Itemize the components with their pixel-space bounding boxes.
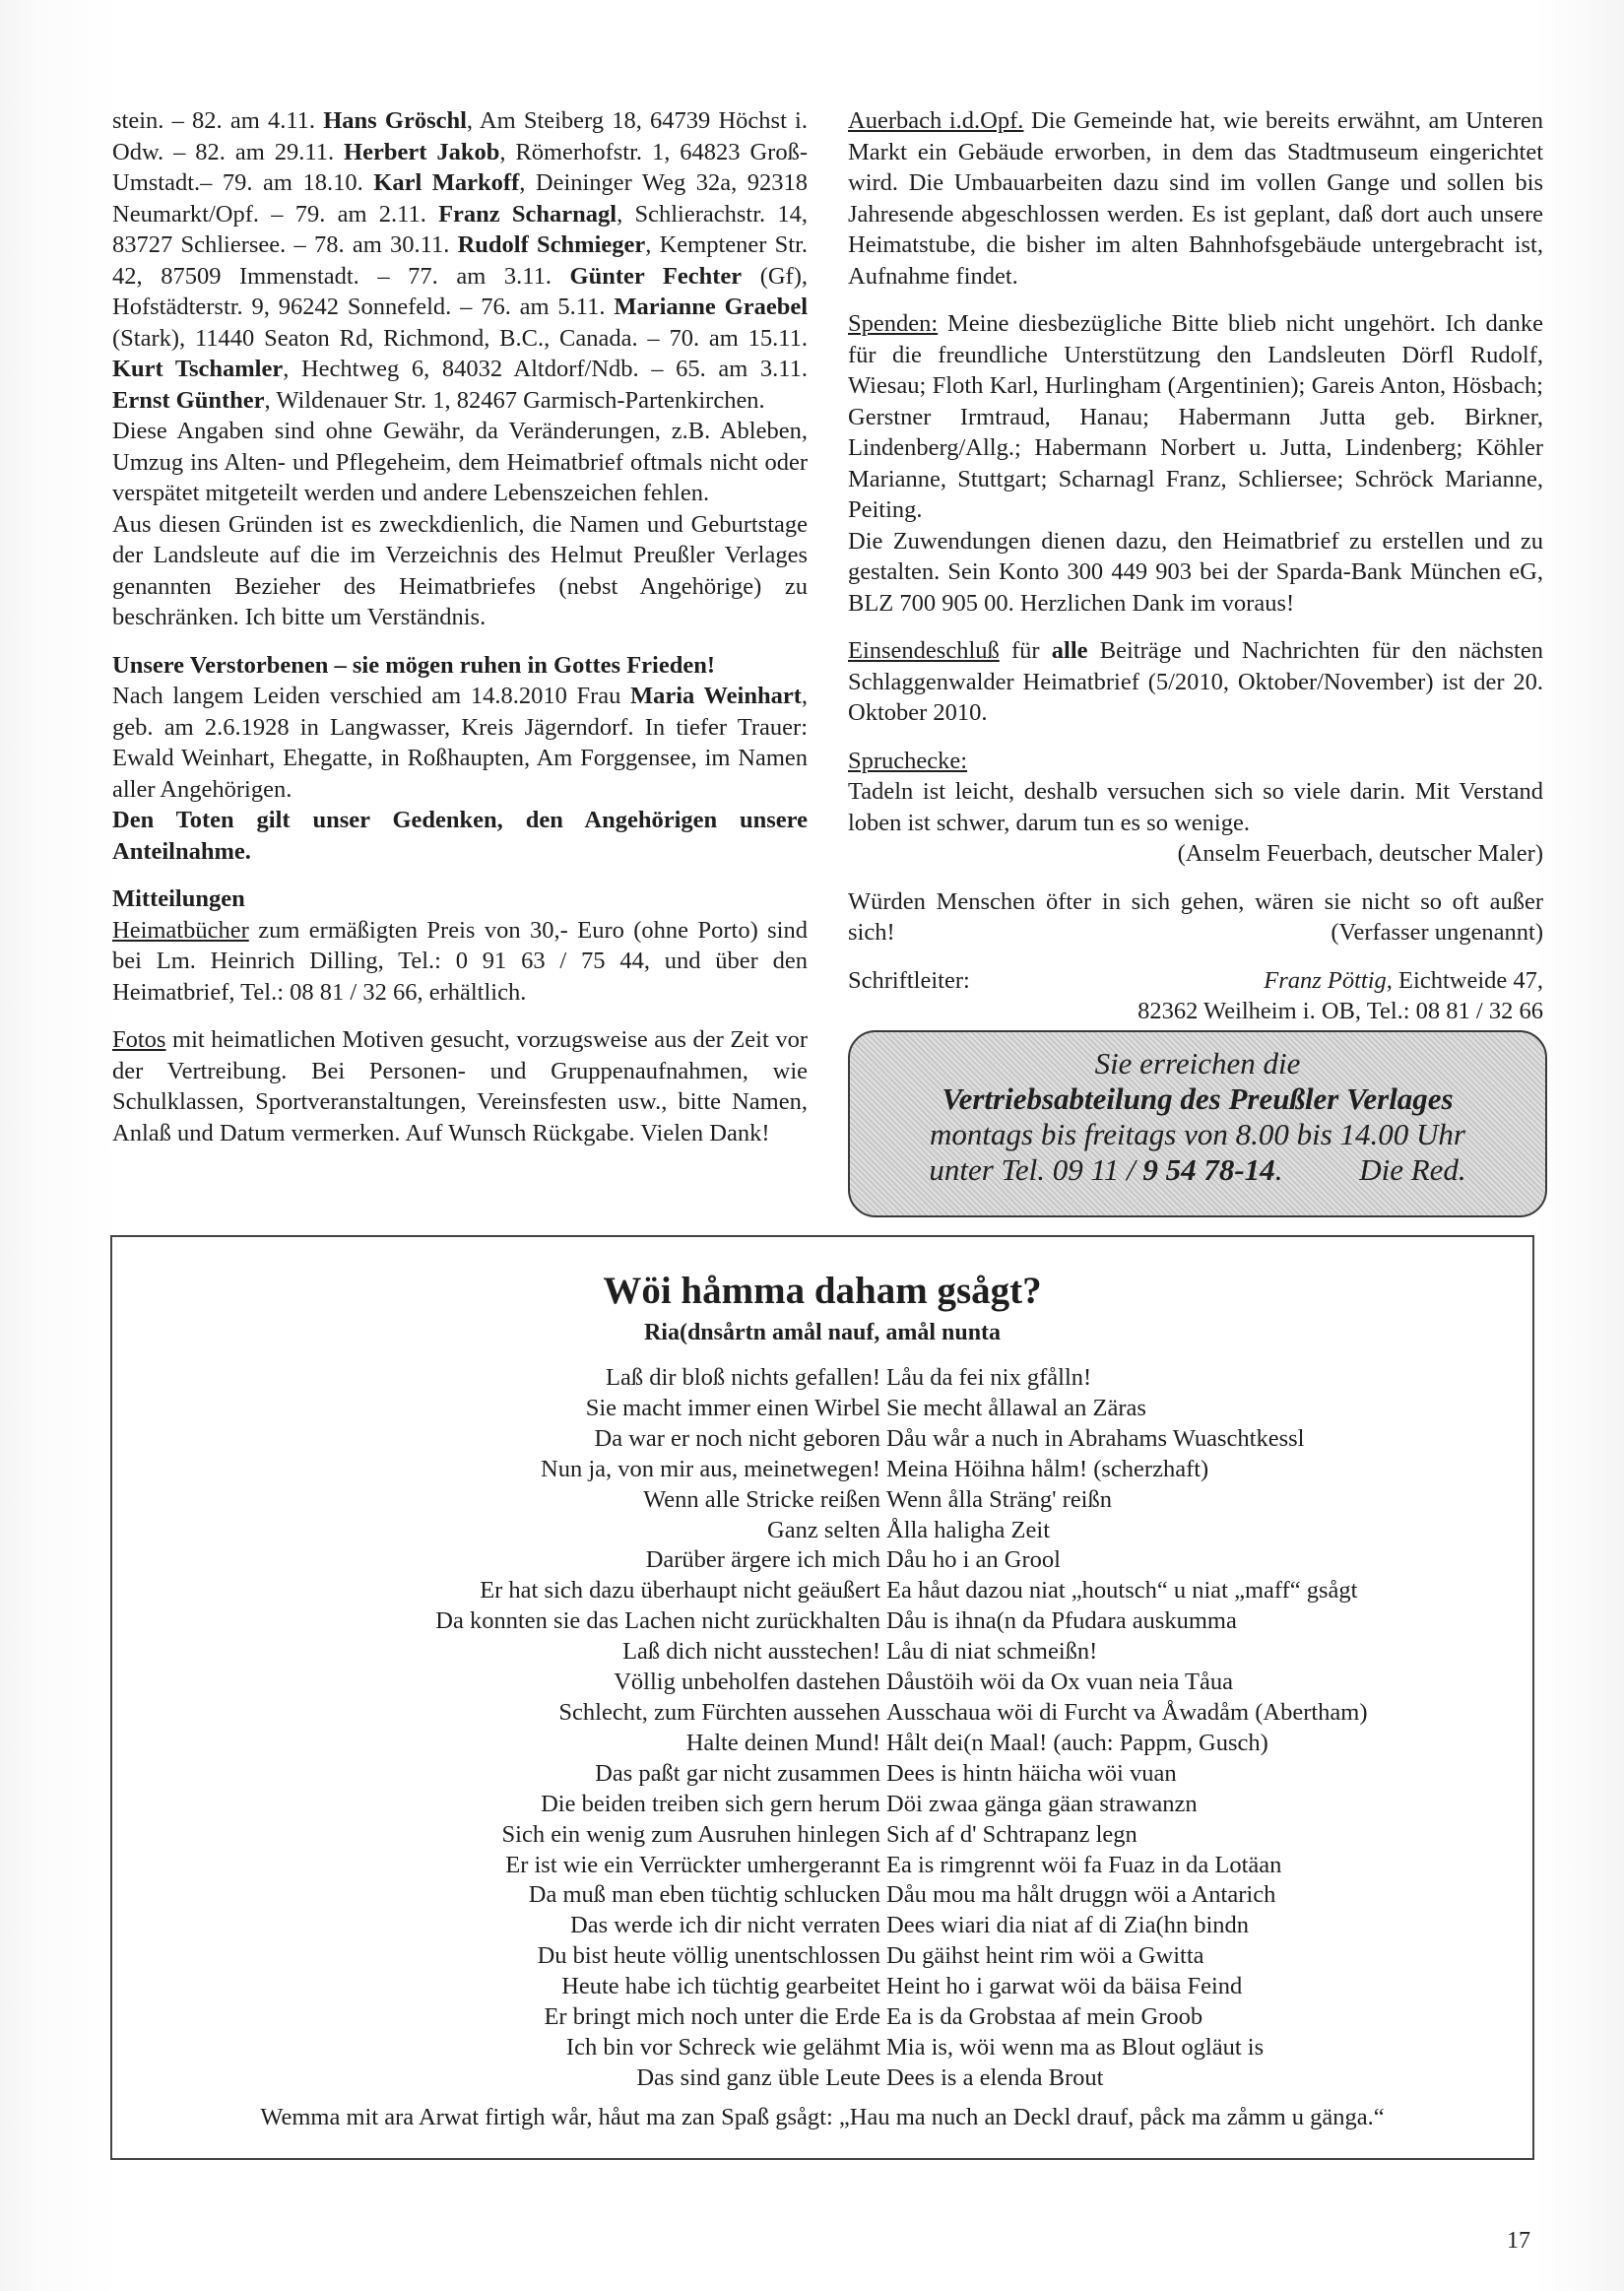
banner-line-4: unter Tel. 09 11 / 9 54 78-14. Die Red. xyxy=(929,1152,1466,1187)
birthday-name: Rudolf Schmieger xyxy=(457,231,646,258)
banner-line-2: Vertriebsabteilung des Preußler Verlages xyxy=(942,1081,1454,1116)
poem-german-line: Da konnten sie das Lachen nicht zurückhalten xyxy=(435,1607,880,1635)
birthday-name: Herbert Jakob xyxy=(344,138,500,165)
photos-label: Fotos xyxy=(112,1026,166,1053)
right-column xyxy=(848,105,1543,1027)
birthday-text: , Hechtweg 6, 84032 Altdorf/Ndb. – 65. am 3.11. xyxy=(283,356,808,382)
poem-dialect-line: Dåu ho i an Grool xyxy=(886,1546,1061,1574)
photos-paragraph: Fotos mit heimatlichen Motiven gesucht, vorzugsweise aus der Zeit vor der Vertreibung. Bei Personen- und Gruppenaufnahmen, wie Schulklassen, Sportveranstaltungen, Vereinsfesten usw., bitte Namen, Anlaß und Datum vermerken. Auf Wunsch Rückgabe. Vielen Dank! xyxy=(112,1026,808,1146)
poem-german-line: Sie macht immer einen Wirbel xyxy=(585,1394,880,1421)
birthday-text: , Schlierachstr. 14, 83727 Schliersee. – 78. am 30.11. xyxy=(112,200,808,258)
poem-german-line: Er bringt mich noch unter die Erde xyxy=(544,2003,880,2031)
poem-german-line: Ganz selten xyxy=(767,1516,880,1543)
poem-german-line: Du bist heute völlig unentschlossen xyxy=(537,1942,880,1970)
birthday-text: , Am Steiberg 18, 64739 Höchst i. Odw. – 82. am 29.11. xyxy=(112,107,808,165)
poem-german-line: Nun ja, von mir aus, meinetwegen! xyxy=(541,1455,880,1482)
auerbach-label: Auerbach i.d.Opf. xyxy=(848,107,1024,134)
saying-2: Würden Menschen öfter in sich gehen, wären sie nicht so oft außer sich! xyxy=(848,887,1543,946)
poem-german-line: Da war er noch nicht geboren xyxy=(594,1424,880,1452)
poem-dialect-line: Dees is a elenda Brout xyxy=(886,2063,1104,2091)
poem-german-line: Schlecht, zum Fürchten aussehen xyxy=(558,1698,880,1726)
sales-department-banner xyxy=(848,1030,1547,1217)
poem-dialect-column xyxy=(886,1363,1517,2094)
birthday-name: Günter Fechter xyxy=(569,262,743,290)
birthdays-paragraph xyxy=(112,105,808,416)
poem-german-line: Die beiden treiben sich gern herum xyxy=(541,1790,880,1817)
poem-footer: Wemma mit ara Arwat firtigh wår, håut ma zan Spaß gsågt: „Hau ma nuch an Deckl drauf, påck ma zåmm u gänga.“ xyxy=(260,2104,1385,2130)
poem-dialect-line: Ea is da Grobstaa af mein Groob xyxy=(886,2003,1203,2031)
birthday-name: Hans Gröschl xyxy=(323,107,467,134)
poem-dialect-line: Du gäihst heint rim wöi a Gwitta xyxy=(886,1942,1204,1970)
notices-heading: Mitteilungen xyxy=(112,885,245,912)
books-label: Heimatbücher xyxy=(112,916,249,944)
poem-german-line: Laß dir bloß nichts gefallen! xyxy=(606,1364,880,1391)
poem-dialect-line: Sie mecht ållawal an Zäras xyxy=(886,1394,1146,1421)
left-column xyxy=(112,105,808,1148)
auerbach-paragraph: Auerbach i.d.Opf. Die Gemeinde hat, wie bereits erwähnt, am Unteren Markt ein Gebäude erworben, in dem das Stadtmuseum eingerichtet wird. Die Umbauarbeiten dazu sind im vollen Gange und sollen bis Jahresende abgeschlossen werden. Es ist geplant, daß dort auch unsere Heimatstube, die bisher im alten Bahnhofsgebäude untergebracht ist, Aufnahme findet. xyxy=(848,107,1543,290)
poem-dialect-line: Dåu mou ma hålt druggn wöi a Antarich xyxy=(886,1881,1276,1909)
banner-line-3: montags bis freitags von 8.00 bis 14.00 Uhr xyxy=(930,1117,1465,1151)
birthday-text: , Deininger Weg 32a, 92318 Neumarkt/Opf. – 79. am 2.11. xyxy=(112,169,808,228)
editor-line: Schriftleiter: Franz Pöttig, Eichtweide 47, xyxy=(848,965,1543,997)
donations-paragraph: Spenden: Meine diesbezügliche Bitte blieb nicht ungehört. Ich danke für die freundliche Unterstützung den Landsleuten Dörfl Rudolf, Wiesau; Floth Karl, Hurlingham (Argentinien); Gareis Anton, Hösbach; Gerstner Irmtraud, Hanau; Habermann Jutta geb. Birkner, Lindenberg/Allg.; Habermann Norbert u. Jutta, Lindenberg; Köhler Marianne, Stuttgart; Scharnagl Franz, Schliersee; Schröck Marianne, Peiting. xyxy=(848,310,1543,523)
deceased-heading: Unsere Verstorbenen – sie mögen ruhen in Gottes Frieden! xyxy=(112,651,715,679)
donations-label: Spenden: xyxy=(848,310,939,337)
poem-german-line: Heute habe ich tüchtig gearbeitet xyxy=(561,1973,880,2000)
poem-dialect-line: Dåustöih wöi da Ox vuan neia Tåua xyxy=(886,1669,1233,1696)
disclaimer-paragraph-1: Diese Angaben sind ohne Gewähr, da Veränderungen, z.B. Ableben, Umzug ins Alten- und Pflegeheim, dem Heimatbrief oftmals nicht oder verspätet mitgeteilt werden und andere Lebenszeichen fehlen. xyxy=(112,418,808,506)
poem-dialect-line: Låu da fei nix gfålln! xyxy=(886,1364,1092,1391)
poem-dialect-line: Döi zwaa gänga gäan strawanzn xyxy=(886,1790,1198,1817)
deceased-text: , geb. am 2.6.1928 in Langwasser, Kreis Jägerndorf. In tiefer Trauer: Ewald Weinhart, Ehegatte, in Roßhaupten, Am Forggensee, im Namen aller Angehörigen. xyxy=(112,683,808,803)
deceased-text: Nach langem Leiden verschied am 14.8.2010 Frau xyxy=(112,683,630,709)
donations-paragraph-2: Die Zuwendungen dienen dazu, den Heimatbrief zu erstellen und zu gestalten. Sein Konto 300 449 903 bei der Sparda-Bank München eG, BLZ 700 905 00. Herzlichen Dank im voraus! xyxy=(848,527,1543,617)
poem-german-line: Sich ein wenig zum Ausruhen hinlegen xyxy=(501,1820,880,1848)
birthday-text: (Stark), 11440 Seaton Rd, Richmond, B.C., Canada. – 70. am 15.11. xyxy=(112,324,808,352)
poem-german-line: Darüber ärgere ich mich xyxy=(645,1546,880,1574)
poem-german-line: Er ist wie ein Verrückter umhergerannt xyxy=(505,1851,880,1878)
poem-dialect-line: Ea håut dazou niat „houtsch“ u niat „maff“ gsågt xyxy=(886,1577,1358,1604)
poem-dialect-line: Dåu is ihna(n da Pfudara auskumma xyxy=(886,1607,1237,1635)
birthday-text: , Kemptener Str. 42, 87509 Immenstadt. – 77. am 3.11. xyxy=(112,231,809,290)
birthday-name: Ernst Günther xyxy=(112,386,265,414)
deadline-paragraph: Einsendeschluß für alle Beiträge und Nachrichten für den nächsten Schlaggenwalder Heimatbrief (5/2010, Oktober/November) ist der 20. Oktober 2010. xyxy=(848,637,1543,726)
saying-1: Tadeln ist leicht, deshalb versuchen sich so viele darin. Mit Verstand loben ist schwer, darum tun es so wenige. xyxy=(848,778,1543,836)
poem-german-line: Das sind ganz üble Leute xyxy=(636,2063,880,2091)
birthday-text: , Wildenauer Str. 1, 82467 Garmisch-Partenkirchen. xyxy=(264,386,765,414)
poem-german-line: Das werde ich dir nicht verraten xyxy=(570,1912,880,1939)
poem-dialect-line: Låu di niat schmeißn! xyxy=(886,1638,1098,1666)
editor-address: 82362 Weilheim i. OB, Tel.: 08 81 / 32 66 xyxy=(1137,998,1543,1024)
poem-german-line: Laß dich nicht ausstechen! xyxy=(622,1638,880,1666)
poem-title: Wöi håmma daham gsågt? xyxy=(603,1270,1042,1312)
banner-line-1: Sie erreichen die xyxy=(1094,1046,1301,1080)
banner-signature: Die Red. xyxy=(1359,1152,1466,1187)
poem-dialect-line: Ausschaua wöi di Furcht va Åwadåm (Abertham) xyxy=(886,1698,1368,1726)
poem-german-line: Er hat sich dazu überhaupt nicht geäußert xyxy=(480,1577,880,1604)
birthday-name: Franz Scharnagl xyxy=(438,200,617,228)
saying-2-author: (Verfasser ungenannt) xyxy=(1331,919,1543,946)
editor-name: Franz Pöttig xyxy=(1264,966,1387,994)
poem-dialect-line: Ea is rimgrennt wöi fa Fuaz in da Lotäan xyxy=(886,1851,1282,1878)
poem-german-line: Da muß man eben tüchtig schlucken xyxy=(528,1881,880,1909)
page-number: 17 xyxy=(1507,2228,1530,2254)
birthday-name: Karl Markoff xyxy=(373,169,520,196)
deceased-closing: Den Toten gilt unser Gedenken, den Angehörigen unsere Anteilnahme. xyxy=(112,807,808,865)
poem-german-line: Völlig unbeholfen dastehen xyxy=(614,1669,880,1696)
poem-dialect-line: Dåu wår a nuch in Abrahams Wuaschtkessl xyxy=(886,1424,1305,1452)
poem-german-line: Das paßt gar nicht zusammen xyxy=(595,1759,880,1787)
deadline-label: Einsendeschluß xyxy=(848,637,1000,664)
poem-dialect-line: Ålla haligha Zeit xyxy=(886,1516,1050,1543)
disclaimer-paragraph-2: Aus diesen Gründen ist es zweckdienlich, die Namen und Geburtstage der Landsleute auf die im Verzeichnis des Helmut Preußler Verlages genannten Bezieher des Heimatbriefes (nebst Angehörige) zu beschränken. Ich bitte um Verständnis. xyxy=(112,510,808,630)
sayings-heading: Spruchecke: xyxy=(848,747,968,774)
birthday-text: , Römerhofstr. 1, 64823 Groß-Umstadt.– 79. am 18.10. xyxy=(112,138,808,196)
poem-german-column xyxy=(152,1363,880,2094)
birthday-text: stein. – 82. am 4.11. xyxy=(112,107,324,134)
poem-subtitle: Ria(dnsårtn amål nauf, amål nunta xyxy=(643,1320,1002,1345)
poem-dialect-line: Sich af d' Schtrapanz legn xyxy=(886,1820,1137,1848)
birthday-name: Marianne Graebel xyxy=(614,294,809,320)
poem-german-line: Wenn alle Stricke reißen xyxy=(643,1485,880,1513)
poem-dialect-line: Meina Höihna hålm! (scherzhaft) xyxy=(886,1455,1209,1482)
birthday-text: (Gf), Hofstädterstr. 9, 96242 Sonnefeld. – 76. am 5.11. xyxy=(112,262,808,320)
poem-dialect-line: Wenn ålla Sträng' reißn xyxy=(886,1485,1112,1513)
deceased-name: Maria Weinhart xyxy=(630,683,802,709)
poem-german-line: Ich bin vor Schreck wie gelähmt xyxy=(565,2033,880,2061)
poem-box xyxy=(110,1235,1534,2160)
saying-1-author: (Anselm Feuerbach, deutscher Maler) xyxy=(1177,840,1543,867)
poem-dialect-line: Dees is hintn häicha wöi vuan xyxy=(886,1759,1177,1787)
poem-dialect-line: Hålt dei(n Maal! (auch: Pappm, Gusch) xyxy=(886,1729,1268,1756)
poem-dialect-line: Heint ho i garwat wöi da bäisa Feind xyxy=(886,1973,1243,2000)
editor-label: Schriftleiter: xyxy=(848,966,970,994)
birthday-name: Kurt Tschamler xyxy=(112,356,284,382)
books-paragraph: Heimatbücher zum ermäßigten Preis von 30,- Euro (ohne Porto) sind bei Lm. Heinrich Dilling, Tel.: 0 91 63 / 75 44, und über den Heimatbrief, Tel.: 08 81 / 32 66, erhältlich. xyxy=(112,916,808,1006)
poem-german-line: Halte deinen Mund! xyxy=(685,1729,880,1756)
poem-dialect-line: Dees wiari dia niat af di Zia(hn bindn xyxy=(886,1912,1250,1939)
poem-dialect-line: Mia is, wöi wenn ma as Blout ogläut is xyxy=(886,2033,1265,2061)
deceased-paragraph xyxy=(112,681,808,805)
